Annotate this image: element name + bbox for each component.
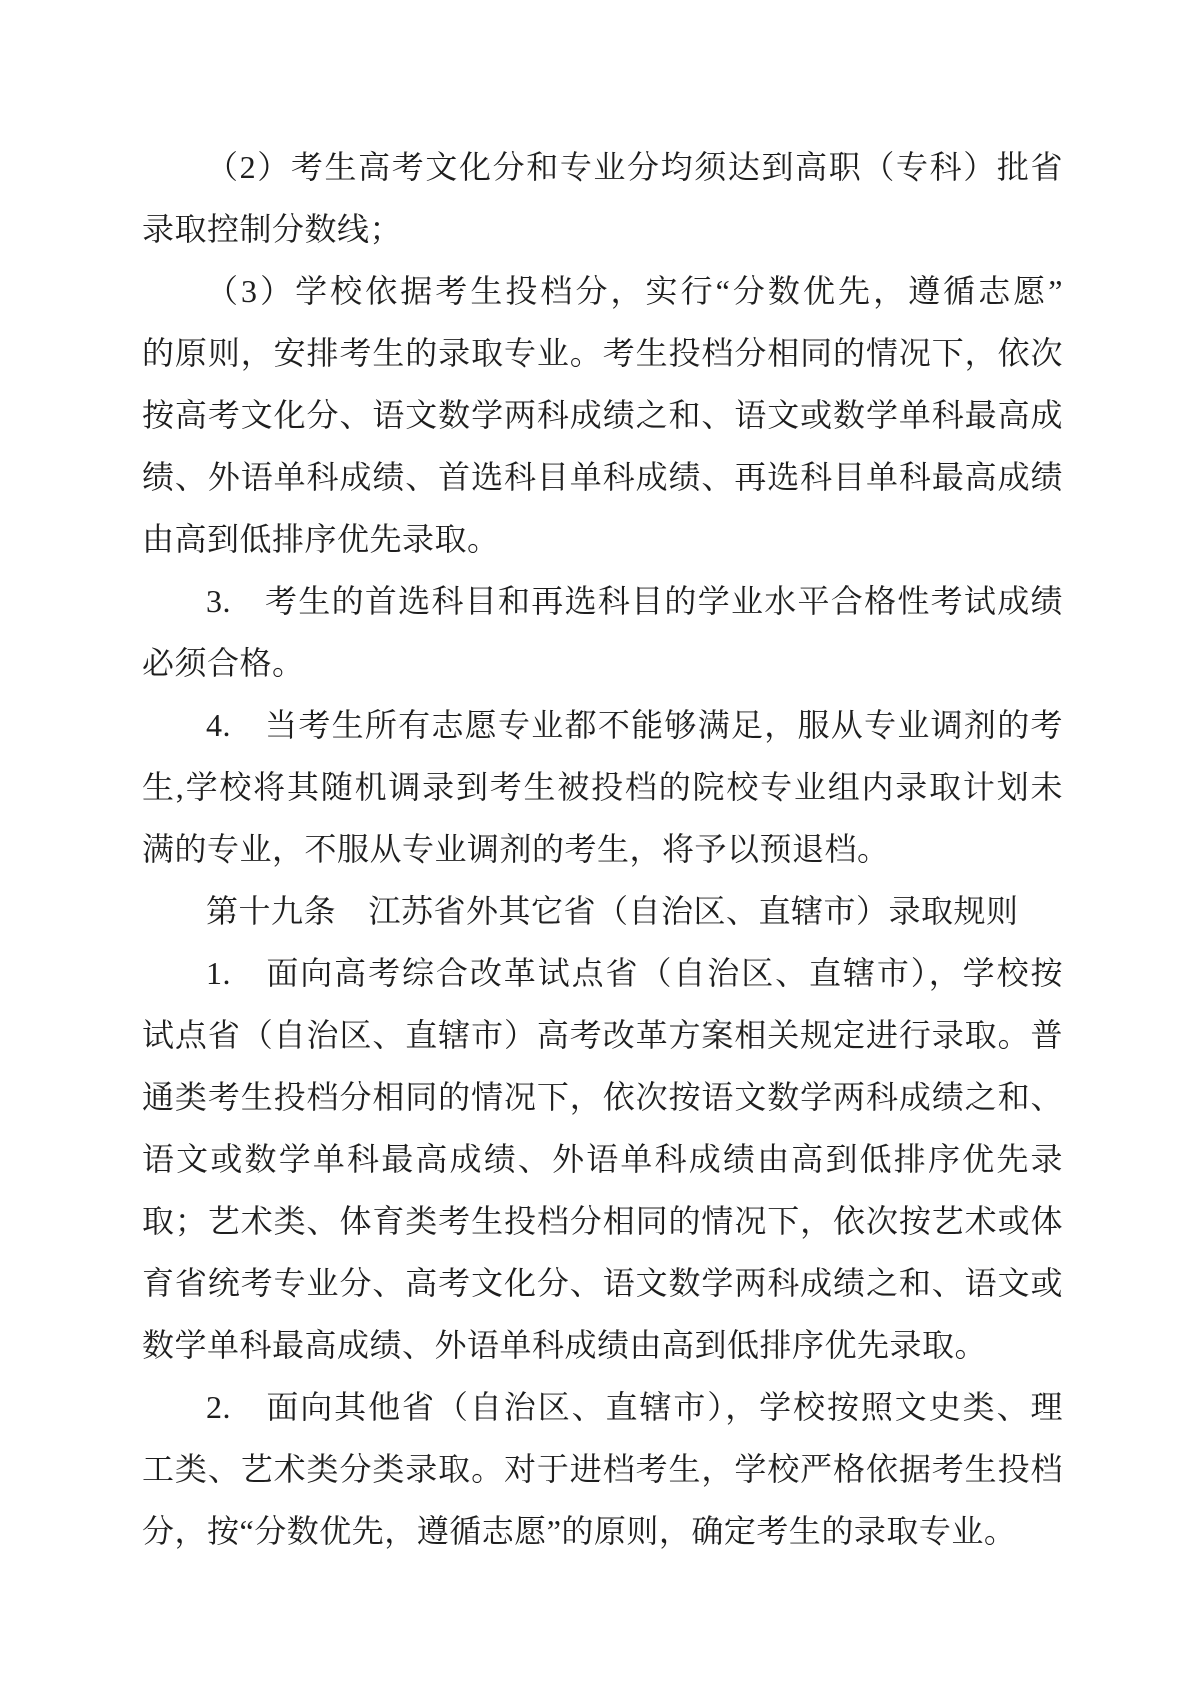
- text-line: 的原则，安排考生的录取专业。考生投档分相同的情况下，依次: [142, 335, 1063, 371]
- text-line: 2. 面向其他省（自治区、直辖市），学校按照文史类、理: [206, 1389, 1063, 1425]
- text-line: 数学单科最高成绩、外语单科成绩由高到低排序优先录取。: [142, 1327, 988, 1363]
- text-line: 取；艺术类、体育类考生投档分相同的情况下，依次按艺术或体: [142, 1203, 1063, 1239]
- text-line: 录取控制分数线；: [142, 211, 403, 247]
- text-line: （2）考生高考文化分和专业分均须达到高职（专科）批省: [206, 149, 1063, 185]
- text-line: 绩、外语单科成绩、首选科目单科成绩、再选科目单科最高成绩: [142, 459, 1063, 495]
- text-line: 育省统考专业分、高考文化分、语文数学两科成绩之和、语文或: [142, 1265, 1063, 1301]
- text-line: 3. 考生的首选科目和再选科目的学业水平合格性考试成绩: [206, 583, 1063, 619]
- text-line: 满的专业，不服从专业调剂的考生，将予以预退档。: [142, 831, 890, 867]
- text-line: 试点省（自治区、直辖市）高考改革方案相关规定进行录取。普: [142, 1017, 1063, 1053]
- text-line: 工类、艺术类分类录取。对于进档考生，学校严格依据考生投档: [142, 1451, 1063, 1487]
- text-line: 分，按“分数优先，遵循志愿”的原则，确定考生的录取专业。: [142, 1513, 1017, 1549]
- text-line: 1. 面向高考综合改革试点省（自治区、直辖市），学校按: [206, 955, 1063, 991]
- text-line: 由高到低排序优先录取。: [142, 521, 500, 557]
- text-line: 必须合格。: [142, 645, 305, 681]
- text-line: 生,学校将其随机调录到考生被投档的院校专业组内录取计划未: [142, 769, 1063, 805]
- text-line: 4. 当考生所有志愿专业都不能够满足，服从专业调剂的考: [206, 707, 1063, 743]
- text-line: （3）学校依据考生投档分，实行“分数优先，遵循志愿”: [206, 273, 1063, 309]
- text-line: 按高考文化分、语文数学两科成绩之和、语文或数学单科最高成: [142, 397, 1063, 433]
- document-body: [142, 136, 1063, 1562]
- text-line: 通类考生投档分相同的情况下，依次按语文数学两科成绩之和、: [142, 1079, 1063, 1115]
- text-line: 语文或数学单科最高成绩、外语单科成绩由高到低排序优先录: [142, 1141, 1063, 1177]
- text-line: 第十九条 江苏省外其它省（自治区、直辖市）录取规则: [206, 893, 1019, 929]
